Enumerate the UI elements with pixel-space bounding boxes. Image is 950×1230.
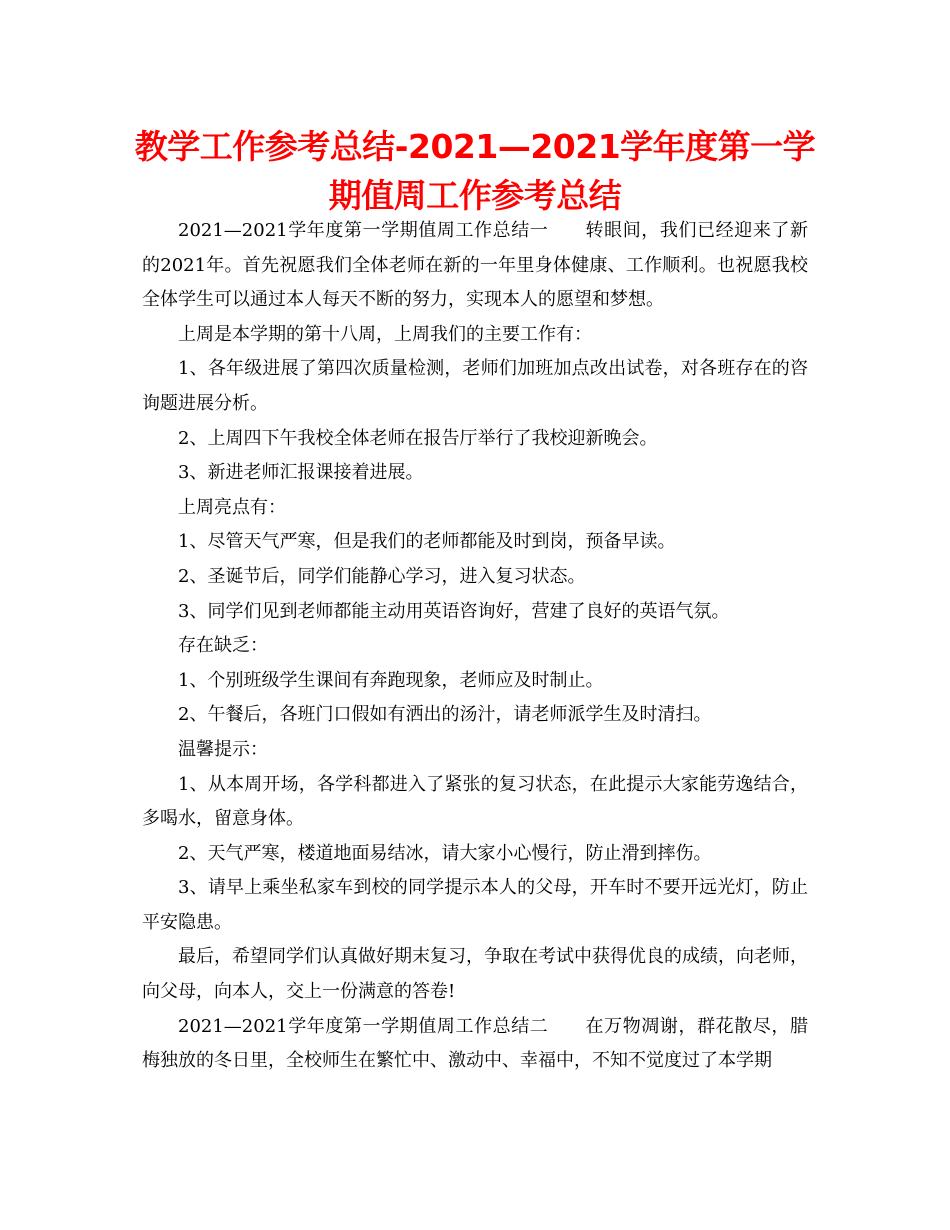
paragraph: 存在缺乏： bbox=[178, 635, 268, 657]
paragraph: 3、新进老师汇报课接着进展。 bbox=[178, 462, 424, 484]
paragraph: 1、尽管天气严寒，但是我们的老师都能及时到岗，预备早读。 bbox=[178, 531, 676, 553]
paragraph: 2021—2021学年度第一学期值周工作总结二 在万物凋谢，群花散尽，腊梅独放的冬日里，全校师生在繁忙中、激动中、幸福中，不知不觉度过了本学期 bbox=[142, 1015, 808, 1072]
paragraph: 温馨提示： bbox=[178, 738, 268, 760]
paragraph: 1、从本周开场，各学科都进入了紧张的复习状态，在此提示大家能劳逸结合，多喝水，留意身体。 bbox=[142, 773, 808, 830]
paragraph: 最后，希望同学们认真做好期末复习，争取在考试中获得优良的成绩，向老师，向父母，向本人，交上一份满意的答卷! bbox=[142, 946, 808, 1003]
document-body bbox=[142, 214, 808, 1079]
paragraph: 3、请早上乘坐私家车到校的同学提示本人的父母，开车时不要开远光灯，防止平安隐患。 bbox=[142, 877, 808, 933]
paragraph: 2、圣诞节后，同学们能静心学习，进入复习状态。 bbox=[178, 565, 586, 587]
paragraph: 1、各年级进展了第四次质量检测，老师们加班加点改出试卷，对各班存在的咨询题进展分析。 bbox=[142, 358, 808, 414]
paragraph: 上周亮点有： bbox=[178, 496, 286, 518]
paragraph: 1、个别班级学生课间有奔跑现象，老师应及时制止。 bbox=[178, 669, 604, 691]
paragraph: 2、午餐后，各班门口假如有洒出的汤汁，请老师派学生及时清扫。 bbox=[178, 704, 712, 726]
paragraph: 2、天气严寒，楼道地面易结冰，请大家小心慢行，防止滑到摔伤。 bbox=[178, 842, 712, 864]
paragraph: 上周是本学期的第十八周，上周我们的主要工作有： bbox=[178, 323, 592, 345]
paragraph: 2、上周四下午我校全体老师在报告厅举行了我校迎新晚会。 bbox=[178, 427, 658, 449]
document-title: 教学工作参考总结-2021—2021学年度第一学期值周工作参考总结 bbox=[134, 127, 816, 215]
paragraph: 3、同学们见到老师都能主动用英语咨询好，营建了良好的英语气氛。 bbox=[178, 600, 730, 622]
paragraph: 2021—2021学年度第一学期值周工作总结一 转眼间，我们已经迎来了新的2021年。首先祝愿我们全体老师在新的一年里身体健康、工作顺利。也祝愿我校全体学生可以通过本人每天不断的努力，实现本人的愿望和梦想。 bbox=[142, 220, 808, 311]
